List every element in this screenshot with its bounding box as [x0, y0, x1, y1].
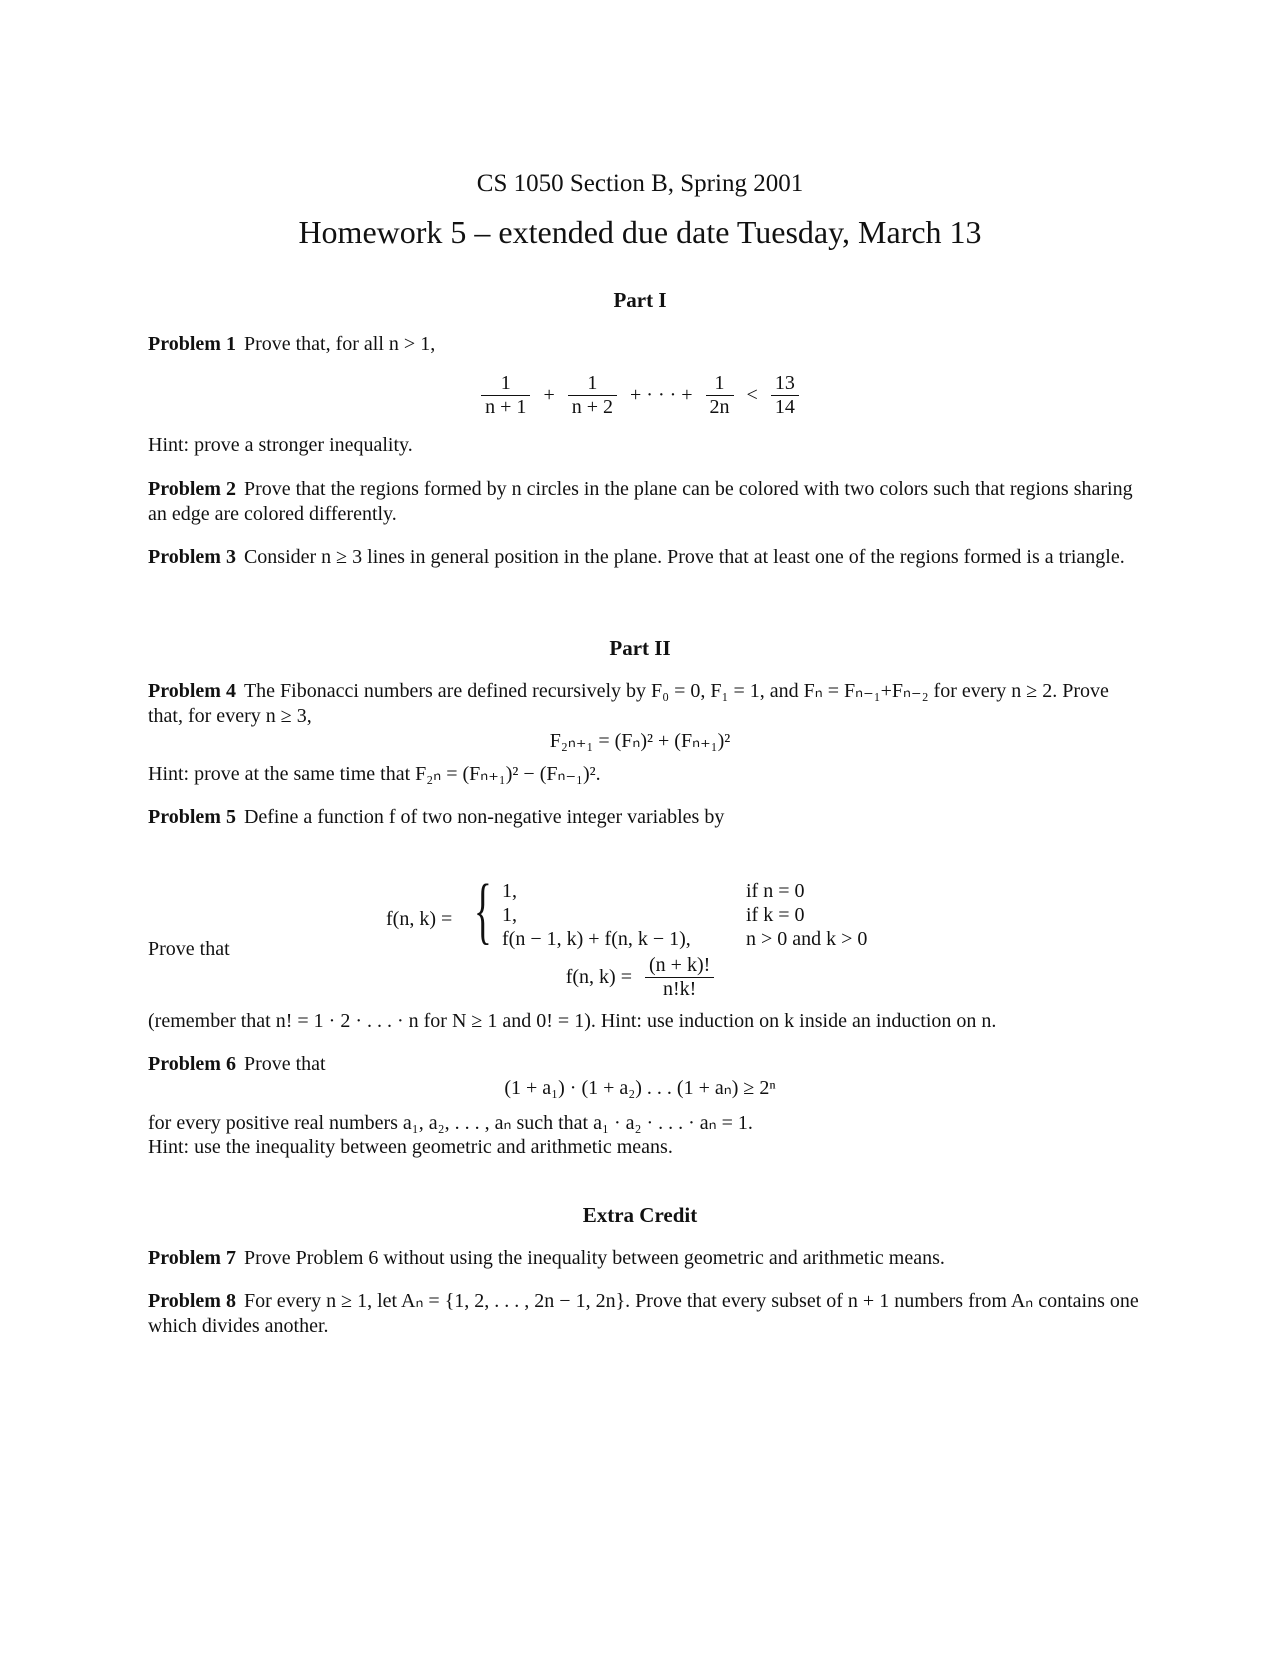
part-ii-heading: Part II: [609, 636, 671, 660]
problem-4-hint: Hint: prove at the same time that F₂ₙ = (Fₙ₊₁)² − (Fₙ₋₁)².: [148, 763, 601, 785]
problem-3-text: Consider n ≥ 3 lines in general position in the plane. Prove that at least one of the regions formed is a triangle.: [243, 546, 1125, 568]
problem-6-after: for every positive real numbers a₁, a₂, . . . , aₙ such that a₁ · a₂ · . . . · aₙ = 1.: [148, 1112, 753, 1134]
result-fraction: $\frac{(n + k)!}{n!k!}$: [645, 954, 714, 1001]
problem-5-result: f(n, k) = $\frac{(n + k)!}{n!k!}$: [0, 954, 1280, 1001]
problem-7-text: Prove Problem 6 without using the inequality between geometric and arithmetic means.: [243, 1247, 945, 1269]
problem-1-formula: $\frac{1}{n + 1}$ + $\frac{1}{n + 2}$ + · · · + $\frac{1}{2n}$ < $\frac{13}{14}$: [0, 372, 1280, 419]
problem-1-label: Problem 1: [148, 333, 236, 355]
formula-term-2: $\frac{1}{n + 2}$: [568, 372, 617, 419]
problem-7: [148, 1246, 1140, 1271]
formula-term-1: $\frac{1}{n + 1}$: [481, 372, 530, 419]
problem-1: [148, 332, 1140, 357]
problem-5-note: (remember that n! = 1 · 2 · . . . · n for N ≥ 1 and 0! = 1). Hint: use induction on k inside an induction on n.: [148, 1010, 997, 1032]
problem-2-label: Problem 2: [148, 478, 236, 500]
case-1-value: 1,: [502, 880, 517, 902]
problem-8-label: Problem 8: [148, 1290, 236, 1312]
problem-6: [148, 1052, 1140, 1077]
problem-5-text: Define a function f of two non-negative integer variables by: [243, 806, 725, 828]
problem-3: [148, 545, 1140, 570]
problem-6-hint: Hint: use the inequality between geometric and arithmetic means.: [148, 1136, 673, 1158]
cases-lhs: f(n, k) =: [386, 908, 453, 930]
problem-6-text: Prove that: [243, 1053, 326, 1075]
problem-6-formula: (1 + a₁) · (1 + a₂) . . . (1 + aₙ) ≥ 2ⁿ: [504, 1077, 776, 1099]
problem-4-label: Problem 4: [148, 680, 236, 702]
problem-6-label: Problem 6: [148, 1053, 236, 1075]
problem-7-label: Problem 7: [148, 1247, 236, 1269]
problem-2: [148, 477, 1140, 527]
case-2-cond: if k = 0: [746, 904, 805, 926]
case-3-cond: n > 0 and k > 0: [746, 928, 868, 950]
problem-2-text: Prove that the regions formed by n circles in the plane can be colored with two colors such that regions sharing an edge are colored differently.: [148, 478, 1133, 525]
case-3-value: f(n − 1, k) + f(n, k − 1),: [502, 928, 691, 950]
course-heading: CS 1050 Section B, Spring 2001: [476, 170, 804, 197]
problem-1-text: Prove that, for all n > 1,: [243, 333, 436, 355]
problem-5-prove: Prove that: [148, 938, 230, 960]
formula-rhs: $\frac{13}{14}$: [771, 372, 799, 419]
formula-term-3: $\frac{1}{2n}$: [706, 372, 734, 419]
problem-4: [148, 679, 1140, 729]
problem-4-formula: F₂ₙ₊₁ = (Fₙ)² + (Fₙ₊₁)²: [549, 730, 731, 752]
problem-1-hint: Hint: prove a stronger inequality.: [148, 434, 413, 456]
problem-3-label: Problem 3: [148, 546, 236, 568]
homework-title: Homework 5 – extended due date Tuesday, March 13: [298, 214, 982, 250]
extra-credit-heading: Extra Credit: [582, 1203, 698, 1227]
problem-8-text: For every n ≥ 1, let Aₙ = {1, 2, . . . , 2n − 1, 2n}. Prove that every subset of n + 1 numbers from Aₙ contains one which divides another.: [148, 1290, 1139, 1337]
problem-4-text: The Fibonacci numbers are defined recursively by F₀ = 0, F₁ = 1, and Fₙ = Fₙ₋₁+Fₙ₋₂ for every n ≥ 2. Prove that, for every n ≥ 3,: [148, 680, 1109, 727]
case-1-cond: if n = 0: [746, 880, 805, 902]
part-i-heading: Part I: [613, 288, 667, 312]
cases-brace: {: [474, 870, 492, 952]
problem-8: [148, 1289, 1140, 1339]
case-2-value: 1,: [502, 904, 517, 926]
problem-5-label: Problem 5: [148, 806, 236, 828]
problem-5: [148, 805, 1140, 830]
